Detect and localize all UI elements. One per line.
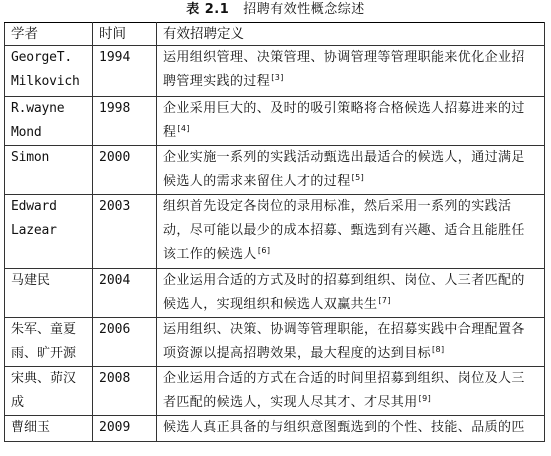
cell-definition — [157, 269, 545, 318]
cell-year: 1994 — [93, 46, 157, 97]
cell-year: 2004 — [93, 269, 157, 318]
cell-definition — [157, 367, 545, 416]
cell-scholar: 朱军、童夏雨、旷开源 — [5, 318, 93, 367]
citation-ref: [6] — [257, 245, 271, 255]
cell-definition — [157, 146, 545, 195]
definition-text: 企业运用合适的方式在合适的时间里招募到组织、岗位及人三者匹配的候选人，实现人尽其才、才尽其用 — [163, 371, 525, 410]
cell-definition — [157, 416, 545, 442]
table-row — [5, 146, 545, 195]
cell-scholar: R.wayne Mond — [5, 97, 93, 146]
citation-ref: [7] — [378, 295, 391, 305]
citation-ref: [3] — [271, 72, 284, 82]
cell-scholar: Simon — [5, 146, 93, 195]
citation-ref: [4] — [177, 123, 190, 133]
table-row — [5, 46, 545, 97]
header-year: 时间 — [93, 23, 157, 46]
cell-year: 2009 — [93, 416, 157, 442]
cell-definition — [157, 46, 545, 97]
header-definition: 有效招聘定义 — [157, 23, 545, 46]
definition-text: 组织首先设定各岗位的录用标准，然后采用一系列的实践活动，尽可能以最少的成本招募、甄选到有兴趣、适合且能胜任该工作的候选人 — [163, 199, 525, 262]
cell-year: 2008 — [93, 367, 157, 416]
cell-definition — [157, 195, 545, 269]
definitions-table — [4, 22, 545, 442]
cell-scholar: 曹细玉 — [5, 416, 93, 442]
cell-definition — [157, 318, 545, 367]
header-scholar: 学者 — [5, 23, 93, 46]
table-caption — [0, 2, 551, 18]
definition-text: 企业实施一系列的实践活动甄选出最适合的候选人，通过满足候选人的需求来留住人才的过程 — [163, 150, 525, 189]
table-row — [5, 367, 545, 416]
definition-text: 运用组织、决策、协调等管理职能，在招募实践中合理配置各项资源以提高招聘效果，最大程度的达到目标 — [163, 322, 525, 361]
citation-ref: [9] — [418, 393, 432, 403]
cell-year: 2003 — [93, 195, 157, 269]
definition-text: 候选人真正具备的与组织意图甄选到的个性、技能、品质的匹 — [163, 420, 525, 435]
cell-year: 2006 — [93, 318, 157, 367]
cell-scholar: 宋典、茆汉成 — [5, 367, 93, 416]
cell-year: 2000 — [93, 146, 157, 195]
citation-ref: [5] — [351, 172, 365, 182]
table-row — [5, 416, 545, 442]
definition-text: 运用组织管理、决策管理、协调管理等管理职能来优化企业招聘管理实践的过程 — [163, 50, 525, 89]
table-row — [5, 195, 545, 269]
table-row — [5, 318, 545, 367]
definition-text: 企业采用巨大的、及时的吸引策略将合格候选人招募进来的过程 — [163, 101, 525, 140]
cell-definition — [157, 97, 545, 146]
cell-scholar: 马建民 — [5, 269, 93, 318]
cell-scholar: GeorgeT. Milkovich — [5, 46, 93, 97]
table-row — [5, 269, 545, 318]
cell-scholar: Edward Lazear — [5, 195, 93, 269]
table-row — [5, 97, 545, 146]
table-number: 表 2.1 — [186, 2, 230, 17]
definition-text: 企业运用合适的方式及时的招募到组织、岗位、人三者匹配的候选人，实现组织和候选人双赢共生 — [163, 273, 525, 312]
table-header-row — [5, 23, 545, 46]
table-title: 招聘有效性概念综述 — [243, 2, 365, 17]
cell-year: 1998 — [93, 97, 157, 146]
citation-ref: [8] — [432, 344, 445, 354]
